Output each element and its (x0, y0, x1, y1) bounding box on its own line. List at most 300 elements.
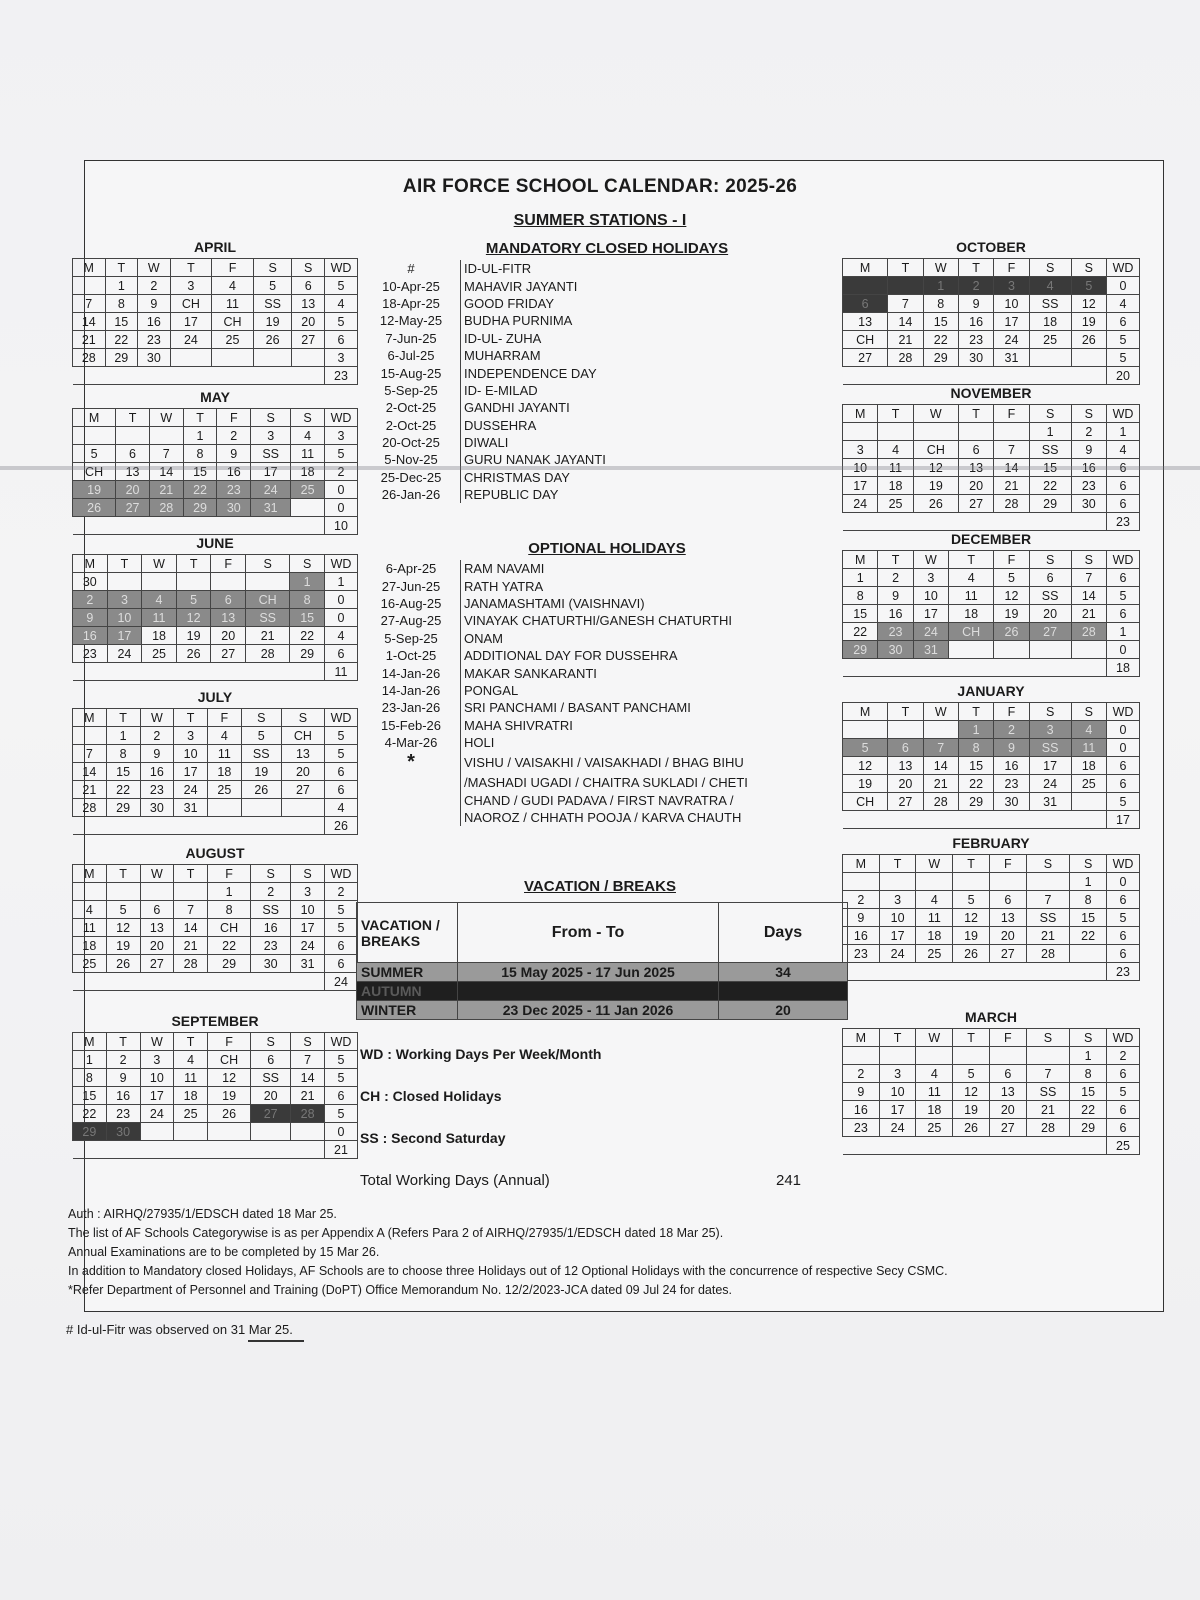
holiday-date: 27-Jun-25 (381, 578, 441, 594)
holiday-row (362, 347, 852, 364)
month-table (72, 408, 358, 535)
day-cell: SS (246, 609, 290, 627)
day-cell: 15 (958, 757, 993, 775)
day-cell (140, 883, 174, 901)
day-cell: 13 (989, 1083, 1026, 1101)
day-cell (989, 1047, 1026, 1065)
day-cell: 22 (958, 775, 993, 793)
day-cell: 24 (879, 1119, 916, 1137)
weekday-header: T (888, 703, 923, 721)
weekday-header: T (106, 709, 140, 727)
weekday-header: F (211, 555, 246, 573)
week-working-days: 0 (325, 1123, 358, 1141)
week-row (73, 955, 358, 973)
week-working-days: 6 (1107, 1119, 1140, 1137)
week-row (843, 587, 1140, 605)
day-cell (878, 423, 913, 441)
day-cell: 5 (241, 727, 281, 745)
month-total-spacer (73, 817, 325, 835)
weekday-header: W (916, 1029, 953, 1047)
week-working-days: 5 (325, 1051, 358, 1069)
day-cell: 26 (953, 945, 990, 963)
day-cell: SS (1029, 587, 1071, 605)
holiday-name: BUDHA PURNIMA (461, 312, 853, 329)
day-cell: 16 (878, 605, 913, 623)
day-cell: 2 (140, 727, 174, 745)
day-cell: 4 (878, 441, 913, 459)
vacation-name: SUMMER (357, 963, 458, 982)
holiday-row (362, 664, 852, 681)
day-cell: 4 (212, 277, 254, 295)
day-cell: 11 (174, 1069, 208, 1087)
week-working-days: 6 (1107, 1065, 1140, 1083)
weekday-header: W (913, 405, 958, 423)
day-cell: 8 (106, 745, 140, 763)
weekday-header: M (843, 1029, 880, 1047)
day-cell: 25 (291, 481, 325, 499)
weekday-header: W (140, 1033, 174, 1051)
day-cell (953, 1047, 990, 1065)
holiday-name: RATH YATRA (461, 577, 853, 594)
day-cell: 20 (211, 627, 246, 645)
day-cell (176, 573, 211, 591)
vacation-col-days: Days (719, 903, 848, 963)
day-cell: 27 (989, 1119, 1026, 1137)
week-working-days: 6 (1107, 927, 1140, 945)
day-cell: 23 (843, 945, 880, 963)
day-cell: 8 (923, 295, 958, 313)
month-name: MARCH (964, 1009, 1018, 1025)
holiday-date: 15-Aug-25 (380, 365, 442, 381)
day-cell: 18 (174, 1087, 208, 1105)
weekday-header: M (73, 259, 106, 277)
day-cell: 21 (73, 331, 106, 349)
day-cell: 1 (843, 569, 878, 587)
day-cell (106, 883, 140, 901)
vacation-days: 20 (719, 1001, 848, 1020)
weekday-header: M (73, 709, 107, 727)
day-cell: 9 (958, 295, 993, 313)
day-cell: 4 (949, 569, 994, 587)
day-cell (994, 641, 1029, 659)
day-cell: 11 (878, 459, 913, 477)
month-total-wd: 10 (325, 517, 358, 535)
day-cell (149, 427, 183, 445)
day-cell: 14 (73, 763, 107, 781)
holiday-row (362, 330, 852, 347)
day-cell: 28 (73, 799, 107, 817)
day-cell: 24 (251, 481, 291, 499)
day-cell: 11 (1071, 739, 1106, 757)
day-cell: 28 (1026, 1119, 1070, 1137)
week-row (843, 623, 1140, 641)
day-cell: 19 (843, 775, 888, 793)
day-cell (174, 1123, 208, 1141)
weekday-header: S (1070, 855, 1107, 873)
footnote: # Id-ul-Fitr was observed on 31 Mar 25. (66, 1322, 293, 1337)
legend-ch: CH : Closed Holidays (360, 1088, 502, 1104)
day-cell: 1 (290, 573, 325, 591)
holiday-date: 14-Jan-26 (381, 682, 441, 698)
month-total-spacer (843, 1137, 1107, 1155)
month-table (72, 708, 358, 835)
day-cell: 14 (1071, 587, 1106, 605)
day-cell: 13 (281, 745, 324, 763)
holiday-name: JANAMASHTAMI (VAISHNAVI) (461, 595, 853, 612)
month-name: MAY (200, 389, 230, 405)
day-cell: 10 (913, 587, 948, 605)
day-cell: 7 (1026, 1065, 1070, 1083)
month-table (72, 1032, 358, 1159)
day-cell: CH (212, 313, 254, 331)
day-cell: 8 (1070, 1065, 1107, 1083)
holiday-date: 18-Apr-25 (382, 295, 440, 311)
holiday-date: 25-Dec-25 (380, 469, 442, 485)
holiday-name: MAHA SHIVRATRI (461, 717, 853, 734)
month-total-wd: 26 (325, 817, 358, 835)
holiday-date: 15-Feb-26 (381, 717, 441, 733)
day-cell: 19 (1071, 313, 1106, 331)
weekday-header: W (913, 551, 948, 569)
vacation-title: VACATION / BREAKS (524, 878, 676, 895)
day-cell: 1 (73, 1051, 107, 1069)
day-cell: 24 (170, 331, 212, 349)
holiday-date: 16-Aug-25 (380, 595, 442, 611)
note-line: The list of AF Schools Categorywise is as per Appendix A (Refers Para 2 of AIRHQ/27935/1/EDSCH dated 18 Mar 25). (68, 1226, 724, 1240)
holiday-row (362, 399, 852, 416)
week-working-days: 6 (325, 1087, 358, 1105)
day-cell: 21 (1026, 1101, 1070, 1119)
weekday-header: S (1071, 551, 1106, 569)
holiday-date: 2-Oct-25 (385, 417, 437, 433)
day-cell: 11 (916, 1083, 953, 1101)
day-cell: 25 (174, 1105, 208, 1123)
month-name: APRIL (194, 239, 236, 255)
day-cell: 12 (953, 1083, 990, 1101)
day-cell (73, 883, 107, 901)
weekday-header: WD (1107, 855, 1140, 873)
mandatory-holidays (362, 238, 852, 503)
day-cell: 8 (208, 901, 251, 919)
day-cell: 19 (953, 1101, 990, 1119)
day-cell: 17 (107, 627, 142, 645)
day-cell: CH (208, 1051, 251, 1069)
day-cell: 13 (292, 295, 325, 313)
holiday-name: NAOROZ / CHHATH POOJA / KARVA CHAUTH (461, 809, 853, 826)
day-cell: 9 (878, 587, 913, 605)
day-cell: 9 (1071, 441, 1106, 459)
day-cell: 2 (73, 591, 108, 609)
month-total-wd: 24 (325, 973, 358, 991)
optional-title: OPTIONAL HOLIDAYS (528, 540, 686, 557)
day-cell (116, 427, 150, 445)
day-cell: 17 (913, 605, 948, 623)
legend-wd: WD : Working Days Per Week/Month (360, 1046, 602, 1062)
holiday-name: DUSSEHRA (461, 417, 853, 434)
month-total-spacer (843, 659, 1107, 677)
month-table (842, 550, 1140, 677)
day-cell: 28 (994, 495, 1029, 513)
vacation-label: VACATION / BREAKS (357, 903, 458, 963)
day-cell: 20 (958, 477, 993, 495)
week-working-days: 6 (1107, 775, 1140, 793)
day-cell: 15 (105, 313, 138, 331)
weekday-header: S (251, 1033, 291, 1051)
week-row (843, 927, 1140, 945)
day-cell: 12 (953, 909, 990, 927)
weekday-header: F (989, 855, 1026, 873)
day-cell: 4 (73, 901, 107, 919)
week-working-days: 0 (325, 591, 358, 609)
day-cell: 29 (1029, 495, 1071, 513)
week-row (73, 901, 358, 919)
day-cell: 23 (843, 1119, 880, 1137)
day-cell: 11 (949, 587, 994, 605)
day-cell: 12 (913, 459, 958, 477)
weekday-header: T (888, 259, 923, 277)
day-cell (888, 277, 923, 295)
holiday-date: 6-Jul-25 (387, 348, 435, 364)
week-row (73, 627, 358, 645)
month-total-wd: 23 (325, 367, 358, 385)
week-working-days: 4 (1107, 295, 1140, 313)
day-cell (107, 573, 142, 591)
day-cell: 1 (106, 727, 140, 745)
day-cell (291, 1123, 325, 1141)
holiday-name: ID-UL-FITR (461, 260, 853, 277)
day-cell: 28 (246, 645, 290, 663)
week-working-days: 5 (1107, 349, 1140, 367)
week-working-days: 4 (325, 627, 358, 645)
note-line: In addition to Mandatory closed Holidays, AF Schools are to choose three Holidays out of 12 Optional Holidays with the concurrence of respective Secy CSMC. (68, 1264, 948, 1278)
month-total-spacer (73, 1141, 325, 1159)
day-cell: 23 (140, 781, 174, 799)
day-cell: 22 (105, 331, 138, 349)
week-working-days: 0 (1107, 721, 1140, 739)
vacation-days (719, 982, 848, 1001)
holiday-name: REPUBLIC DAY (461, 486, 853, 503)
day-cell: 16 (73, 627, 108, 645)
day-cell: 29 (106, 799, 140, 817)
day-cell: 29 (923, 349, 958, 367)
week-row (73, 645, 358, 663)
week-row (843, 441, 1140, 459)
weekday-header: T (170, 259, 212, 277)
day-cell: 12 (1071, 295, 1106, 313)
day-cell (208, 1123, 251, 1141)
weekday-header: S (291, 409, 325, 427)
day-cell: 17 (291, 919, 325, 937)
day-cell: 31 (994, 349, 1029, 367)
week-row (843, 1119, 1140, 1137)
day-cell: 19 (253, 313, 292, 331)
weekday-header: S (241, 709, 281, 727)
day-cell: 16 (106, 1087, 140, 1105)
footnote-underline (248, 1340, 304, 1342)
day-cell: 13 (989, 909, 1026, 927)
weekday-header: T (958, 405, 993, 423)
day-cell (879, 1047, 916, 1065)
day-cell: 29 (1070, 1119, 1107, 1137)
vacation-row (357, 982, 848, 1001)
weekday-header: T (174, 709, 208, 727)
day-cell: 26 (208, 1105, 251, 1123)
day-cell: 7 (73, 295, 106, 313)
weekday-header: T (183, 409, 217, 427)
month-total-wd: 23 (1107, 513, 1140, 531)
day-cell: 29 (290, 645, 325, 663)
day-cell (923, 721, 958, 739)
week-working-days: 3 (325, 349, 358, 367)
day-cell: 16 (958, 313, 993, 331)
day-cell: 28 (174, 955, 208, 973)
month-july (72, 686, 358, 835)
week-working-days: 6 (1107, 459, 1140, 477)
month-total-wd: 18 (1107, 659, 1140, 677)
month-table (72, 258, 358, 385)
week-working-days: 5 (1107, 793, 1140, 811)
day-cell: 19 (913, 477, 958, 495)
day-cell: 30 (217, 499, 251, 517)
day-cell: 7 (291, 1051, 325, 1069)
holiday-name: HOLI (461, 734, 853, 751)
day-cell: 31 (251, 499, 291, 517)
day-cell: 29 (183, 499, 217, 517)
week-row (843, 775, 1140, 793)
day-cell: 15 (923, 313, 958, 331)
day-cell (292, 349, 325, 367)
day-cell: 6 (843, 295, 888, 313)
day-cell: 26 (106, 955, 140, 973)
day-cell: 17 (251, 463, 291, 481)
day-cell: 22 (73, 1105, 107, 1123)
month-name: JULY (197, 689, 233, 705)
day-cell: 6 (140, 901, 174, 919)
day-cell: 21 (1071, 605, 1106, 623)
day-cell: 28 (923, 793, 958, 811)
day-cell: 30 (140, 799, 174, 817)
day-cell: 13 (958, 459, 993, 477)
day-cell: 30 (251, 955, 291, 973)
month-total-wd: 23 (1107, 963, 1140, 981)
week-working-days: 5 (325, 277, 358, 295)
weekday-header: W (140, 709, 174, 727)
day-cell: 24 (107, 645, 142, 663)
day-cell: 22 (290, 627, 325, 645)
weekday-header: T (958, 703, 993, 721)
day-cell: 27 (251, 1105, 291, 1123)
day-cell: 3 (843, 441, 878, 459)
month-total-wd: 17 (1107, 811, 1140, 829)
month-total-wd: 11 (325, 663, 358, 681)
day-cell: 16 (251, 919, 291, 937)
day-cell: 30 (1071, 495, 1106, 513)
week-row (73, 445, 358, 463)
week-row (843, 721, 1140, 739)
month-december (842, 528, 1140, 677)
day-cell: 15 (290, 609, 325, 627)
day-cell (1071, 641, 1106, 659)
day-cell: 18 (1029, 313, 1071, 331)
weekday-header: M (843, 551, 878, 569)
day-cell: 6 (1029, 569, 1071, 587)
weekday-header: T (106, 1033, 140, 1051)
day-cell: 27 (1029, 623, 1071, 641)
weekday-header: S (291, 1033, 325, 1051)
legend-ss: SS : Second Saturday (360, 1130, 506, 1146)
day-cell: 27 (292, 331, 325, 349)
day-cell (174, 883, 208, 901)
day-cell: 24 (843, 495, 878, 513)
day-cell: 20 (1029, 605, 1071, 623)
day-cell (949, 641, 994, 659)
day-cell: 5 (176, 591, 211, 609)
day-cell: 18 (878, 477, 913, 495)
day-cell: SS (253, 295, 292, 313)
month-total-spacer (843, 963, 1107, 981)
day-cell: 9 (106, 1069, 140, 1087)
day-cell (953, 873, 990, 891)
week-working-days: 6 (325, 331, 358, 349)
day-cell: 19 (73, 481, 116, 499)
day-cell: 21 (291, 1087, 325, 1105)
month-may (72, 386, 358, 535)
day-cell: 11 (73, 919, 107, 937)
month-april (72, 236, 358, 385)
day-cell: 15 (106, 763, 140, 781)
day-cell: 25 (1071, 775, 1106, 793)
day-cell: 7 (923, 739, 958, 757)
day-cell: 31 (291, 955, 325, 973)
holiday-date: 6-Apr-25 (385, 561, 437, 577)
weekday-header: T (105, 259, 138, 277)
week-working-days: 2 (325, 463, 358, 481)
day-cell: 26 (253, 331, 292, 349)
holiday-date: 23-Jan-26 (381, 700, 441, 716)
weekday-header: S (1071, 259, 1106, 277)
weekday-header: S (251, 409, 291, 427)
month-name: NOVEMBER (950, 385, 1032, 401)
week-working-days: 6 (1107, 495, 1140, 513)
day-cell: 29 (958, 793, 993, 811)
week-row (73, 937, 358, 955)
holiday-row (362, 364, 852, 381)
week-working-days: 6 (325, 763, 358, 781)
week-row (73, 427, 358, 445)
week-row (73, 277, 358, 295)
week-row (843, 477, 1140, 495)
vacation-col-from: From - To (458, 903, 719, 963)
day-cell: 23 (73, 645, 108, 663)
week-working-days: 6 (1107, 757, 1140, 775)
day-cell: 23 (217, 481, 251, 499)
day-cell (1026, 873, 1070, 891)
day-cell: 4 (174, 1051, 208, 1069)
paper-fold (0, 466, 1200, 470)
day-cell: 29 (208, 955, 251, 973)
weekday-header: S (281, 709, 324, 727)
holiday-name: GOOD FRIDAY (461, 295, 853, 312)
week-row (73, 481, 358, 499)
day-cell: 4 (291, 427, 325, 445)
day-cell: 25 (73, 955, 107, 973)
day-cell: 11 (212, 295, 254, 313)
week-row (73, 313, 358, 331)
holiday-date: 5-Sep-25 (384, 630, 438, 646)
month-table (842, 702, 1140, 829)
day-cell: 21 (174, 937, 208, 955)
weekday-header: T (106, 865, 140, 883)
